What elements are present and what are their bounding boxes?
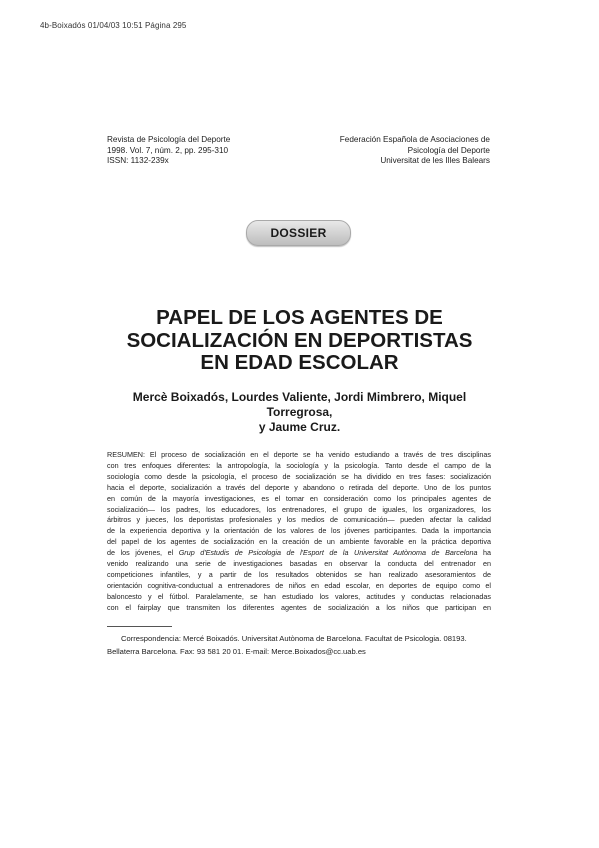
journal-name: Revista de Psicología del Deporte (107, 135, 231, 144)
abstract-text: ha (483, 548, 491, 558)
publisher-line-2: Psicología del Deporte (407, 145, 490, 155)
research-group-name: Grup d'Estudis de Psicologia de l'Esport de la Universitat Autònoma de Barcelona (178, 548, 478, 558)
title-line: SOCIALIZACIÓN EN DEPORTISTAS (126, 328, 473, 352)
correspondence-footnote (107, 633, 491, 658)
abstract-line: con el fairplay que transmiten los diferentes agentes de socialización a los niños que participan en (107, 602, 491, 612)
footnote-divider (107, 626, 172, 627)
abstract-line: hacia el deporte, socialización a través del deporte y abandono o retirada del deporte. Uno de los puntos (107, 482, 491, 492)
publisher-info (270, 135, 490, 167)
article-title (60, 307, 539, 375)
abstract-text: de los jóvenes, el (107, 548, 174, 558)
publisher-line-1: Federación Española de Asociaciones de (339, 135, 490, 144)
authors-line: Mercè Boixadós, Lourdes Valiente, Jordi Mimbrero, Miquel (132, 390, 467, 404)
section-badge: DOSSIER (246, 220, 351, 246)
abstract (107, 450, 491, 614)
abstract-line: de la experiencia deportiva y la orientación de los valores de los jóvenes participantes. Dada la importancia (107, 526, 491, 536)
abstract-line: RESUMEN: El proceso de socialización en el deporte se ha venido estudiando a través de tres disciplinas (107, 450, 491, 459)
abstract-line: competiciones infantiles, y a partir de los resultados obtenidos se han realizado asesoramientos de (107, 569, 491, 579)
footnote-line: Bellaterra Barcelona. Fax: 93 581 20 01. E-mail: Merce.Boixados@cc.uab.es (107, 646, 366, 656)
abstract-line: sociología como desde la psicología, el proceso de socialización se ha dividido en tres fases: socialización (107, 471, 491, 481)
print-slug: 4b-Boixadós 01/04/03 10:51 Página 295 (40, 21, 187, 30)
article-authors (100, 390, 499, 435)
abstract-line: venido realizando una serie de investigaciones basadas en observar la conducta del entrenador en (107, 559, 491, 569)
publisher-line-3: Universitat de les Illes Balears (380, 156, 490, 165)
authors-line: Torregrosa, (266, 405, 333, 419)
title-line: EN EDAD ESCOLAR (200, 351, 399, 374)
title-line: PAPEL DE LOS AGENTES DE (156, 306, 443, 329)
abstract-line: socialización— los padres, los educadores, los entrenadores, el grupo de iguales, los organizadores, los (107, 504, 491, 514)
abstract-line: con tres enfoques diferentes: la antropología, la sociología y la psicología. Tanto desde el campo de la (107, 460, 491, 470)
abstract-line: en común de la mayoría investigaciones, es el tomar en consideración como los principales agentes de (107, 493, 491, 503)
abstract-line (107, 548, 491, 559)
authors-line: y Jaume Cruz. (258, 420, 341, 434)
abstract-line: baloncesto y el fútbol. Paralelamente, se han estudiado los valores, actitudes y conductas relacionadas (107, 591, 491, 601)
abstract-line: árbitros y jueces, los deportistas profesionales y los medios de comunicación— pueden afectar la calidad (107, 515, 491, 525)
journal-issn: ISSN: 1132-239x (107, 156, 169, 165)
abstract-line: orientación cognitiva-conductual a entrenadores de niños en edad escolar, en deportes de equipo como el (107, 580, 491, 590)
abstract-line: del papel de los agentes de socialización en la creación de un ambiente favorable en la práctica deportiva (107, 537, 491, 547)
footnote-line: Correspondencia: Mercé Boixadós. Universitat Autònoma de Barcelona. Facultat de Psicologia. 08193. (121, 634, 467, 643)
journal-volume: 1998. Vol. 7, núm. 2, pp. 295-310 (107, 145, 229, 155)
